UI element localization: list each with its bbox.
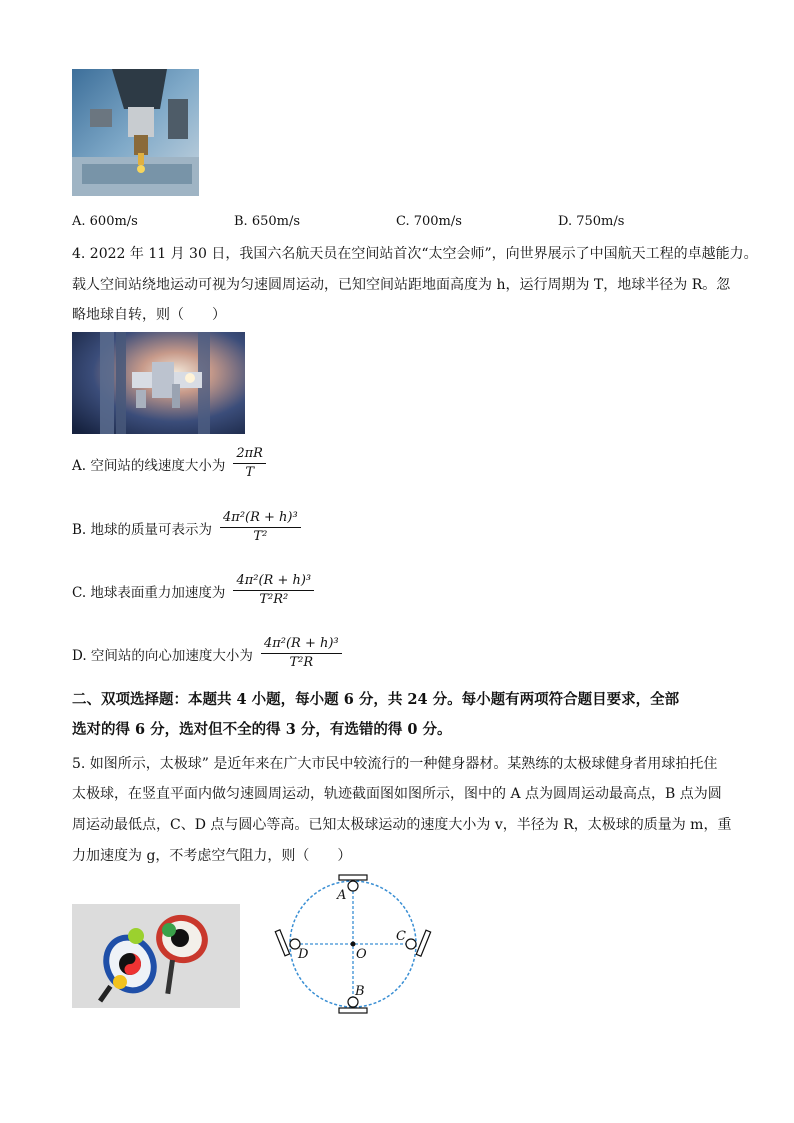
racket-c xyxy=(416,930,430,956)
racket-d xyxy=(275,930,289,956)
ball-c xyxy=(406,939,416,949)
q4-choice-a xyxy=(72,446,266,481)
racket-a xyxy=(339,875,367,880)
q4-choice-a-label: A. 空间站的线速度大小为 xyxy=(72,457,226,474)
circular-motion-diagram xyxy=(272,872,434,1018)
label-b: B xyxy=(355,984,365,999)
q5-stem-line-2: 太极球，在竖直平面内做匀速圆周运动，轨迹截面图如图所示，图中的 A 点为圆周运动最高点，B 点为圆 xyxy=(72,786,722,802)
space-station-photo xyxy=(72,332,245,434)
q4-choice-c xyxy=(72,573,314,608)
racket-b xyxy=(339,1008,367,1013)
q4-choice-d-fraction xyxy=(261,636,342,671)
section-2-heading-line-2: 选对的得 6 分，选对但不全的得 3 分，有选错的得 0 分。 xyxy=(72,721,452,738)
q4-choice-a-numerator: 2πR xyxy=(233,446,266,464)
label-a: A xyxy=(337,888,347,903)
q3-option-b: B. 650m/s xyxy=(234,214,301,229)
q4-choice-c-fraction xyxy=(233,573,314,608)
center-point xyxy=(351,942,356,947)
q4-choice-b-numerator: 4π²(R + h)³ xyxy=(220,510,301,528)
q4-choice-d xyxy=(72,636,342,671)
q4-choice-b-label: B. 地球的质量可表示为 xyxy=(72,521,213,538)
q4-choice-c-denominator: T²R² xyxy=(259,592,289,607)
label-o: O xyxy=(356,947,367,962)
q4-choice-b xyxy=(72,510,301,545)
q4-choice-d-numerator: 4π²(R + h)³ xyxy=(261,636,342,654)
q5-stem-line-4: 力加速度为 g，不考虑空气阻力，则（ ） xyxy=(72,848,352,864)
robot-machine-photo xyxy=(72,69,199,196)
label-c: C xyxy=(396,929,406,944)
taiji-racket-photo xyxy=(72,904,240,1008)
section-2-heading-line-1: 二、双项选择题：本题共 4 小题，每小题 6 分，共 24 分。每小题有两项符合题目要求，全部 xyxy=(72,691,680,708)
q4-choice-a-denominator: T xyxy=(245,465,254,480)
q4-stem-line-2: 载人空间站绕地运动可视为匀速圆周运动，已知空间站距地面高度为 h，运行周期为 T，地球半径为 R。忽 xyxy=(72,277,731,293)
q4-stem-line-3: 略地球自转，则（ ） xyxy=(72,307,226,323)
q4-choice-d-label: D. 空间站的向心加速度大小为 xyxy=(72,647,253,664)
ball-a xyxy=(348,881,358,891)
q5-stem-line-3: 周运动最低点，C、D 点与圆心等高。已知太极球运动的速度大小为 v，半径为 R，太极球的质量为 m，重 xyxy=(72,817,732,833)
q4-choice-b-denominator: T² xyxy=(253,529,268,544)
q3-option-c: C. 700m/s xyxy=(396,214,462,229)
q3-option-d: D. 750m/s xyxy=(558,214,625,229)
q4-choice-c-numerator: 4π²(R + h)³ xyxy=(233,573,314,591)
label-d: D xyxy=(298,947,309,962)
q4-choice-d-denominator: T²R xyxy=(289,655,314,670)
q4-stem-line-1: 4. 2022 年 11 月 30 日，我国六名航天员在空间站首次“太空会师”，向世界展示了中国航天工程的卓越能力。 xyxy=(72,246,758,262)
q4-choice-c-label: C. 地球表面重力加速度为 xyxy=(72,584,226,601)
q5-stem-line-1: 5. 如图所示，太极球” 是近年来在广大市民中较流行的一种健身器材。某熟练的太极球健身者用球拍托住 xyxy=(72,756,718,772)
q3-option-a: A. 600m/s xyxy=(72,214,138,229)
q4-choice-b-fraction xyxy=(220,510,301,545)
q4-choice-a-fraction xyxy=(233,446,266,481)
